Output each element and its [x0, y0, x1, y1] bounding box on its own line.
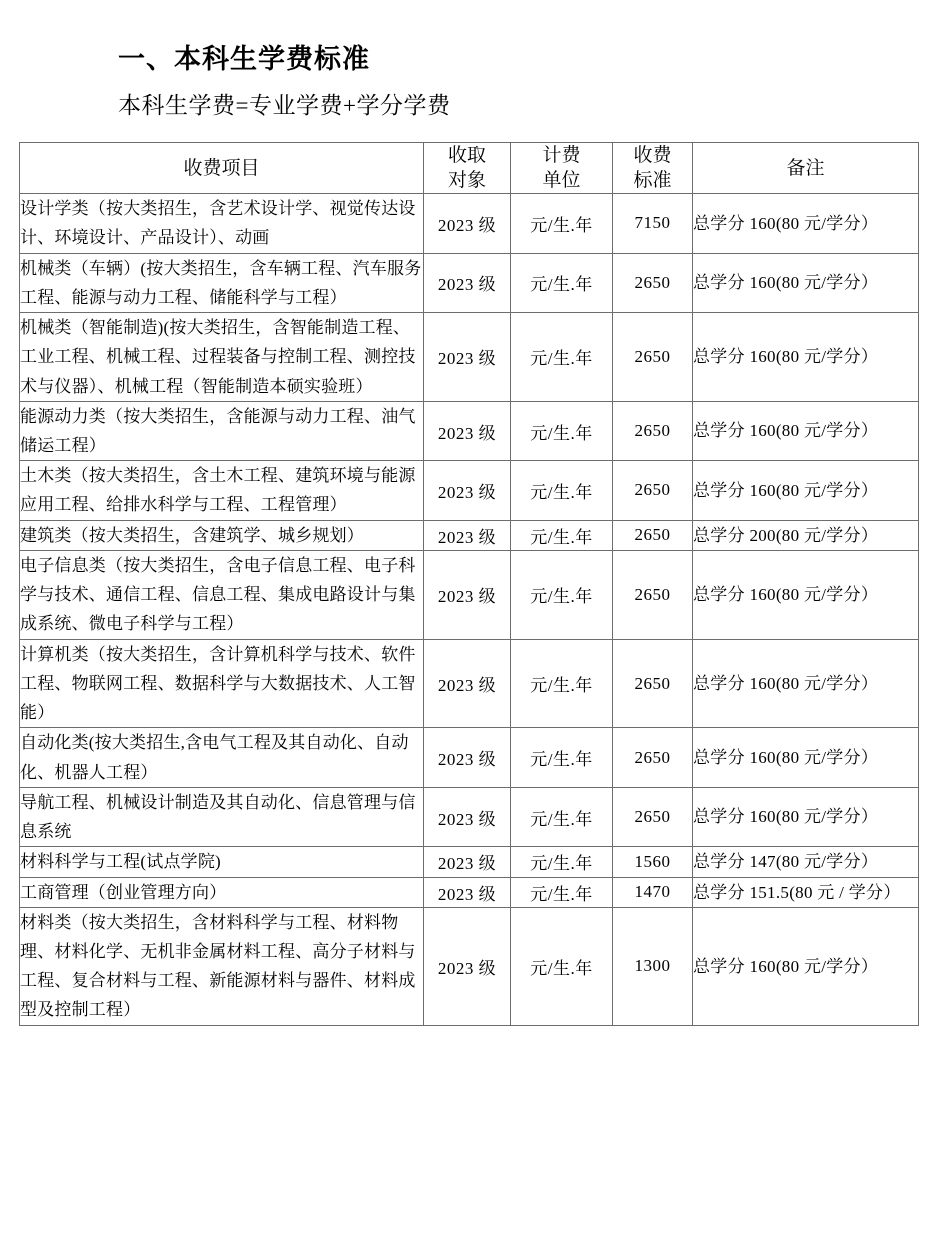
column-header-unit-stack [542, 143, 580, 193]
cell-note: 总学分 151.5(80 元 / 学分） [693, 877, 919, 907]
cell-charge-object: 2023 级 [424, 787, 511, 846]
cell-note: 总学分 160(80 元/学分） [693, 639, 919, 728]
table-body [20, 194, 919, 1026]
cell-charge-object: 2023 级 [424, 639, 511, 728]
cell-charge-unit: 元/生.年 [511, 253, 613, 312]
cell-fee-item: 能源动力类（按大类招生，含能源与动力工程、油气储运工程） [20, 401, 424, 460]
cell-fee-item: 建筑类（按大类招生，含建筑学、城乡规划） [20, 520, 424, 550]
column-header-unit [511, 142, 613, 193]
cell-fee-standard: 1560 [613, 847, 693, 877]
cell-fee-item: 计算机类（按大类招生，含计算机科学与技术、软件工程、物联网工程、数据科学与大数据技术、人工智能） [20, 639, 424, 728]
tuition-fee-table [19, 142, 919, 1026]
cell-charge-unit: 元/生.年 [511, 550, 613, 639]
cell-fee-item: 自动化类(按大类招生,含电气工程及其自动化、自动化、机器人工程） [20, 728, 424, 787]
column-header-item [20, 142, 424, 193]
cell-fee-standard: 2650 [613, 313, 693, 402]
table-row [20, 728, 919, 787]
table-row [20, 520, 919, 550]
cell-charge-unit: 元/生.年 [511, 520, 613, 550]
cell-note: 总学分 160(80 元/学分） [693, 907, 919, 1025]
cell-charge-object: 2023 级 [424, 907, 511, 1025]
cell-charge-object: 2023 级 [424, 461, 511, 520]
table-header-row [20, 142, 919, 193]
table-row [20, 847, 919, 877]
table-row [20, 253, 919, 312]
cell-charge-unit: 元/生.年 [511, 728, 613, 787]
cell-charge-unit: 元/生.年 [511, 639, 613, 728]
cell-fee-item: 材料科学与工程(试点学院) [20, 847, 424, 877]
cell-note: 总学分 147(80 元/学分） [693, 847, 919, 877]
cell-charge-object: 2023 级 [424, 847, 511, 877]
column-header-object [424, 142, 511, 193]
cell-fee-item: 电子信息类（按大类招生，含电子信息工程、电子科学与技术、通信工程、信息工程、集成电路设计与集成系统、微电子科学与工程） [20, 550, 424, 639]
table-row [20, 313, 919, 402]
cell-charge-unit: 元/生.年 [511, 907, 613, 1025]
cell-charge-unit: 元/生.年 [511, 401, 613, 460]
cell-fee-standard: 1300 [613, 907, 693, 1025]
cell-charge-unit: 元/生.年 [511, 877, 613, 907]
cell-note: 总学分 160(80 元/学分） [693, 401, 919, 460]
column-header-standard-line1: 收费 [633, 143, 672, 166]
cell-fee-standard: 2650 [613, 461, 693, 520]
cell-note: 总学分 160(80 元/学分） [693, 313, 919, 402]
table-row [20, 877, 919, 907]
cell-fee-standard: 2650 [613, 550, 693, 639]
cell-charge-unit: 元/生.年 [511, 461, 613, 520]
table-row [20, 907, 919, 1025]
cell-charge-object: 2023 级 [424, 520, 511, 550]
column-header-standard [613, 142, 693, 193]
cell-fee-standard: 2650 [613, 253, 693, 312]
column-header-item-label: 收费项目 [183, 156, 260, 179]
cell-charge-object: 2023 级 [424, 550, 511, 639]
table-row [20, 194, 919, 253]
cell-charge-object: 2023 级 [424, 401, 511, 460]
cell-fee-item: 设计学类（按大类招生，含艺术设计学、视觉传达设计、环境设计、产品设计）、动画 [20, 194, 424, 253]
cell-fee-item: 导航工程、机械设计制造及其自动化、信息管理与信息系统 [20, 787, 424, 846]
cell-fee-standard: 1470 [613, 877, 693, 907]
cell-fee-standard: 2650 [613, 728, 693, 787]
cell-note: 总学分 160(80 元/学分） [693, 194, 919, 253]
cell-charge-object: 2023 级 [424, 877, 511, 907]
table-row [20, 461, 919, 520]
cell-note: 总学分 160(80 元/学分） [693, 461, 919, 520]
column-header-standard-stack [633, 143, 671, 193]
cell-note: 总学分 160(80 元/学分） [693, 728, 919, 787]
cell-charge-unit: 元/生.年 [511, 194, 613, 253]
cell-note: 总学分 160(80 元/学分） [693, 787, 919, 846]
cell-charge-unit: 元/生.年 [511, 787, 613, 846]
cell-charge-object: 2023 级 [424, 194, 511, 253]
table-row [20, 550, 919, 639]
cell-note: 总学分 200(80 元/学分） [693, 520, 919, 550]
cell-charge-object: 2023 级 [424, 728, 511, 787]
cell-charge-object: 2023 级 [424, 253, 511, 312]
cell-note: 总学分 160(80 元/学分） [693, 550, 919, 639]
column-header-standard-line2: 标准 [633, 169, 672, 192]
column-header-object-line2: 对象 [447, 169, 486, 192]
cell-fee-item: 机械类（车辆）(按大类招生，含车辆工程、汽车服务工程、能源与动力工程、储能科学与工程） [20, 253, 424, 312]
column-header-unit-line1: 计费 [542, 143, 581, 166]
cell-fee-item: 工商管理（创业管理方向） [20, 877, 424, 907]
cell-fee-item: 机械类（智能制造)(按大类招生，含智能制造工程、工业工程、机械工程、过程装备与控制工程、测控技术与仪器）、机械工程（智能制造本硕实验班） [20, 313, 424, 402]
cell-fee-standard: 2650 [613, 520, 693, 550]
cell-fee-item: 材料类（按大类招生，含材料科学与工程、材料物理、材料化学、无机非金属材料工程、高分子材料与工程、复合材料与工程、新能源材料与器件、材料成型及控制工程） [20, 907, 424, 1025]
cell-fee-standard: 2650 [613, 787, 693, 846]
column-header-object-line1: 收取 [447, 143, 486, 166]
column-header-note-label: 备注 [786, 156, 825, 179]
table-row [20, 401, 919, 460]
column-header-object-stack [448, 143, 486, 193]
table-row [20, 787, 919, 846]
cell-fee-standard: 7150 [613, 194, 693, 253]
column-header-note [693, 142, 919, 193]
cell-note: 总学分 160(80 元/学分） [693, 253, 919, 312]
cell-fee-standard: 2650 [613, 639, 693, 728]
column-header-unit-line2: 单位 [542, 169, 581, 192]
cell-charge-object: 2023 级 [424, 313, 511, 402]
cell-charge-unit: 元/生.年 [511, 313, 613, 402]
tuition-formula: 本科生学费=专业学费+学分学费 [118, 93, 451, 119]
cell-fee-standard: 2650 [613, 401, 693, 460]
table-header [20, 142, 919, 193]
table-row [20, 639, 919, 728]
cell-fee-item: 土木类（按大类招生，含土木工程、建筑环境与能源应用工程、给排水科学与工程、工程管理） [20, 461, 424, 520]
cell-charge-unit: 元/生.年 [511, 847, 613, 877]
page-title: 一、本科生学费标准 [118, 44, 370, 75]
